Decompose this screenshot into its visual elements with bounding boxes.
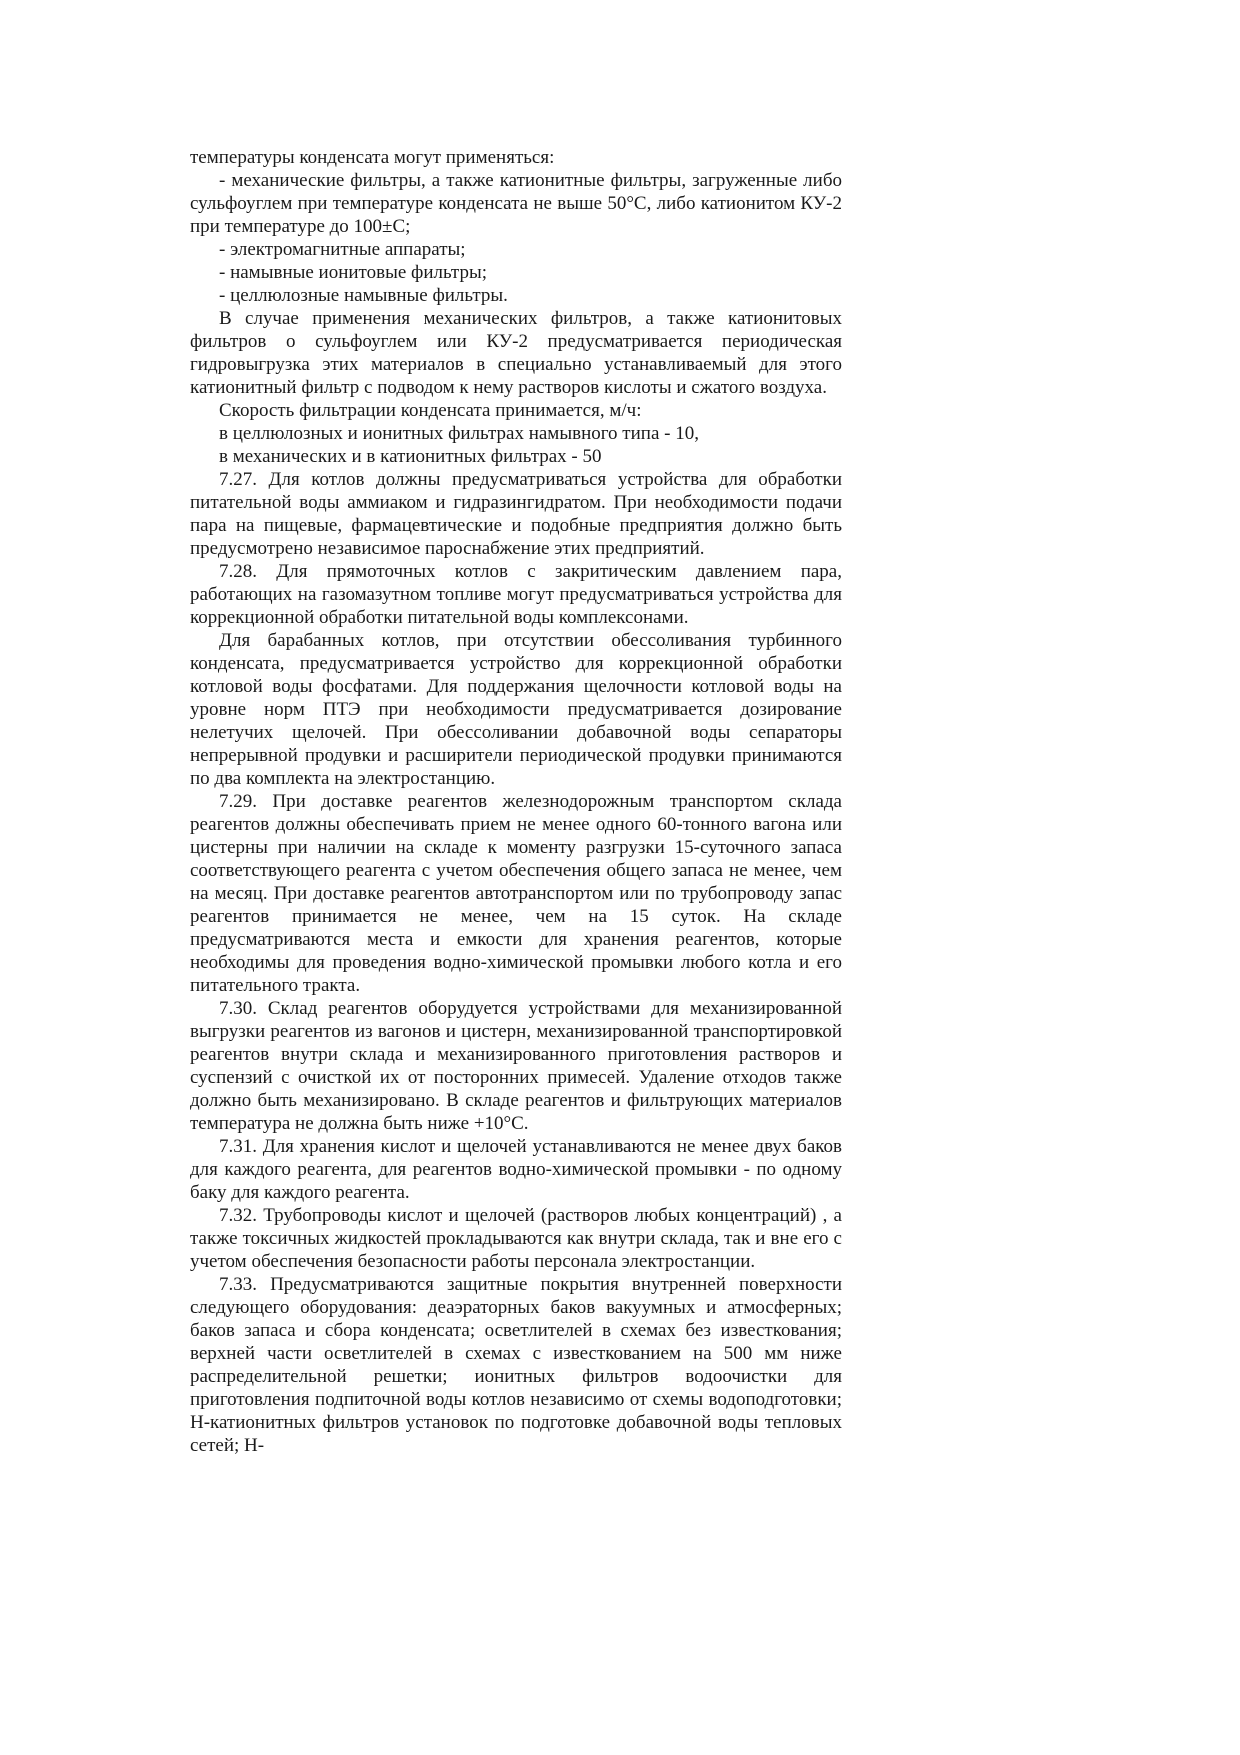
- paragraph-1: температуры конденсата могут применяться:: [190, 147, 555, 168]
- paragraph-3: - электромагнитные аппараты;: [219, 239, 466, 260]
- paragraph-14: 7.30. Склад реагентов оборудуется устройствами для механизированной выгрузки реагентов из вагонов и цистерн, механизированной транспортировкой реагентов внутри склада и механизированного приготовления растворов и суспензий с очисткой их от посторонних примесей. Удаление отходов также должно быть механизировано. В складе реагентов и фильтрующих материалов температура не должна быть ниже +10°С.: [190, 998, 842, 1134]
- paragraph-8: в целлюлозных и ионитных фильтрах намывного типа - 10,: [219, 423, 699, 444]
- paragraph-15: 7.31. Для хранения кислот и щелочей устанавливаются не менее двух баков для каждого реагента, для реагентов водно-химической промывки - по одному баку для каждого реагента.: [190, 1136, 842, 1203]
- paragraph-17: 7.33. Предусматриваются защитные покрытия внутренней поверхности следующего оборудования: деаэраторных баков вакуумных и атмосферных; баков запаса и сбора конденсата; осветлителей в схемах без известкования; верхней части осветлителей в схемах с известкованием на 500 мм ниже распределительной решетки; ионитных фильтров водоочистки для приготовления подпиточной воды котлов независимо от схемы водоподготовки; Н-катионитных фильтров установок по подготовке добавочной воды тепловых сетей; Н-: [190, 1274, 842, 1456]
- paragraph-4: - намывные ионитовые фильтры;: [219, 262, 488, 283]
- paragraph-10: 7.27. Для котлов должны предусматриваться устройства для обработки питательной воды аммиаком и гидразингидратом. При необходимости подачи пара на пищевые, фармацевтические и подобные предприятия должно быть предусмотрено независимое пароснабжение этих предприятий.: [190, 469, 842, 559]
- paragraph-13: 7.29. При доставке реагентов железнодорожным транспортом склада реагентов должны обеспечивать прием не менее одного 60-тонного вагона или цистерны при наличии на складе к моменту разгрузки 15-суточного запаса соответствующего реагента с учетом обеспечения общего запаса не менее, чем на месяц. При доставке реагентов автотранспортом или по трубопроводу запас реагентов принимается не менее, чем на 15 суток. На складе предусматриваются места и емкости для хранения реагентов, которые необходимы для проведения водно-химической промывки любого котла и его питательного тракта.: [190, 791, 842, 996]
- paragraph-11: 7.28. Для прямоточных котлов с закритическим давлением пара, работающих на газомазутном топливе могут предусматриваться устройства для коррекционной обработки питательной воды комплексонами.: [190, 561, 842, 628]
- paragraph-6: В случае применения механических фильтров, а также катионитовых фильтров о сульфоуглем или КУ-2 предусматривается периодическая гидровыгрузка этих материалов в специально устанавливаемый для этого катионитный фильтр с подводом к нему растворов кислоты и сжатого воздуха.: [190, 308, 842, 398]
- document-page: [190, 146, 842, 1457]
- paragraph-12: Для барабанных котлов, при отсутствии обессоливания турбинного конденсата, предусматривается устройство для коррекционной обработки котловой воды фосфатами. Для поддержания щелочности котловой воды на уровне норм ПТЭ при необходимости предусматривается дозирование нелетучих щелочей. При обессоливании добавочной воды сепараторы непрерывной продувки и расширители периодической продувки принимаются по два комплекта на электростанцию.: [190, 630, 842, 789]
- paragraph-9: в механических и в катионитных фильтрах - 50: [219, 446, 602, 467]
- paragraph-5: - целлюлозные намывные фильтры.: [219, 285, 508, 306]
- paragraph-16: 7.32. Трубопроводы кислот и щелочей (растворов любых концентраций) , а также токсичных жидкостей прокладываются как внутри склада, так и вне его с учетом обеспечения безопасности работы персонала электростанции.: [190, 1205, 842, 1272]
- paragraph-2: - механические фильтры, а также катионитные фильтры, загруженные либо сульфоуглем при температуре конденсата не выше 50°С, либо катионитом КУ-2 при температуре до 100±С;: [190, 170, 842, 237]
- paragraph-7: Скорость фильтрации конденсата принимается, м/ч:: [219, 400, 642, 421]
